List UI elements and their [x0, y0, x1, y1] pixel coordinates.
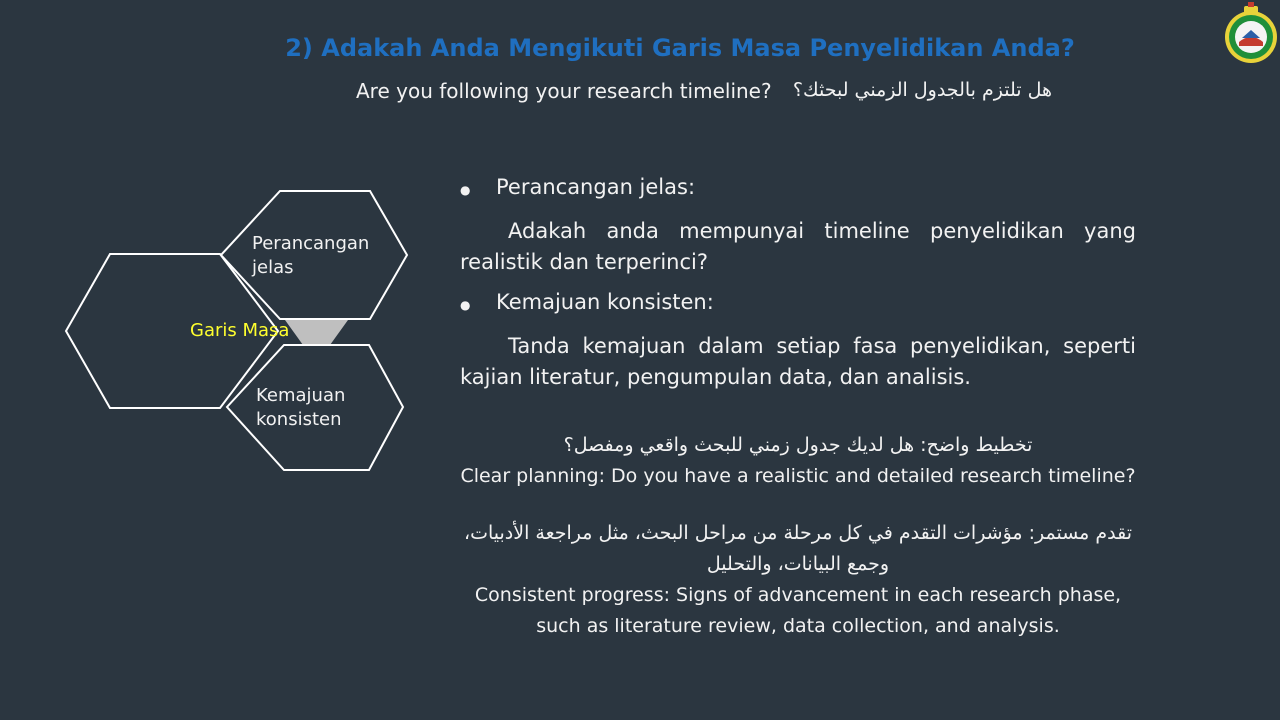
main-content [460, 172, 1136, 393]
bullet-dot-icon: ● [460, 183, 471, 197]
bullet-label: Perancangan jelas: [496, 175, 696, 199]
subtitle-english: Are you following your research timeline? [356, 79, 772, 103]
english-translation-1: Clear planning: Do you have a realistic and detailed research timeline? [460, 465, 1136, 487]
hexagon-bottom-label: Kemajuan konsisten [256, 385, 346, 430]
timeline-hexagon-diagram [60, 185, 420, 480]
bullet-item-consistent-progress [460, 287, 1136, 321]
arabic-translation-2: تقدم مستمر: مؤشرات التقدم في كل مرحلة من مراحل البحث، مثل مراجعة الأدبيات، وجمع البيانات، والتحليل [463, 522, 1133, 575]
subtitle-arabic: هل تلتزم بالجدول الزمني لبحثك؟ [792, 79, 1052, 101]
bullet-item-clear-planning [460, 172, 1136, 206]
bullet-label: Kemajuan konsisten: [496, 290, 714, 314]
university-logo-icon [1224, 2, 1278, 68]
paragraph-clear-planning: Adakah anda mempunyai timeline penyelidikan yang realistik dan terperinci? [460, 219, 1136, 274]
paragraph-consistent-progress: Tanda kemajuan dalam setiap fasa penyelidikan, seperti kajian literatur, pengumpulan data, dan analisis. [460, 334, 1136, 389]
slide-title: 2) Adakah Anda Mengikuti Garis Masa Penyelidikan Anda? [285, 34, 1075, 62]
english-translation-2b: such as literature review, data collection, and analysis. [536, 615, 1060, 637]
hexagon-center-label: Garis Masa [190, 320, 290, 341]
spacer [440, 492, 1156, 518]
hexagon-top-label: Perancangan jelas [252, 233, 370, 278]
connector-shape [285, 320, 348, 345]
bullet-dot-icon: ● [460, 298, 471, 312]
translations-block [440, 430, 1156, 642]
arabic-translation-1: تخطيط واضح: هل لديك جدول زمني للبحث واقعي ومفصل؟ [563, 434, 1033, 456]
english-translation-2a: Consistent progress: Signs of advancement in each research phase, [474, 584, 1122, 606]
